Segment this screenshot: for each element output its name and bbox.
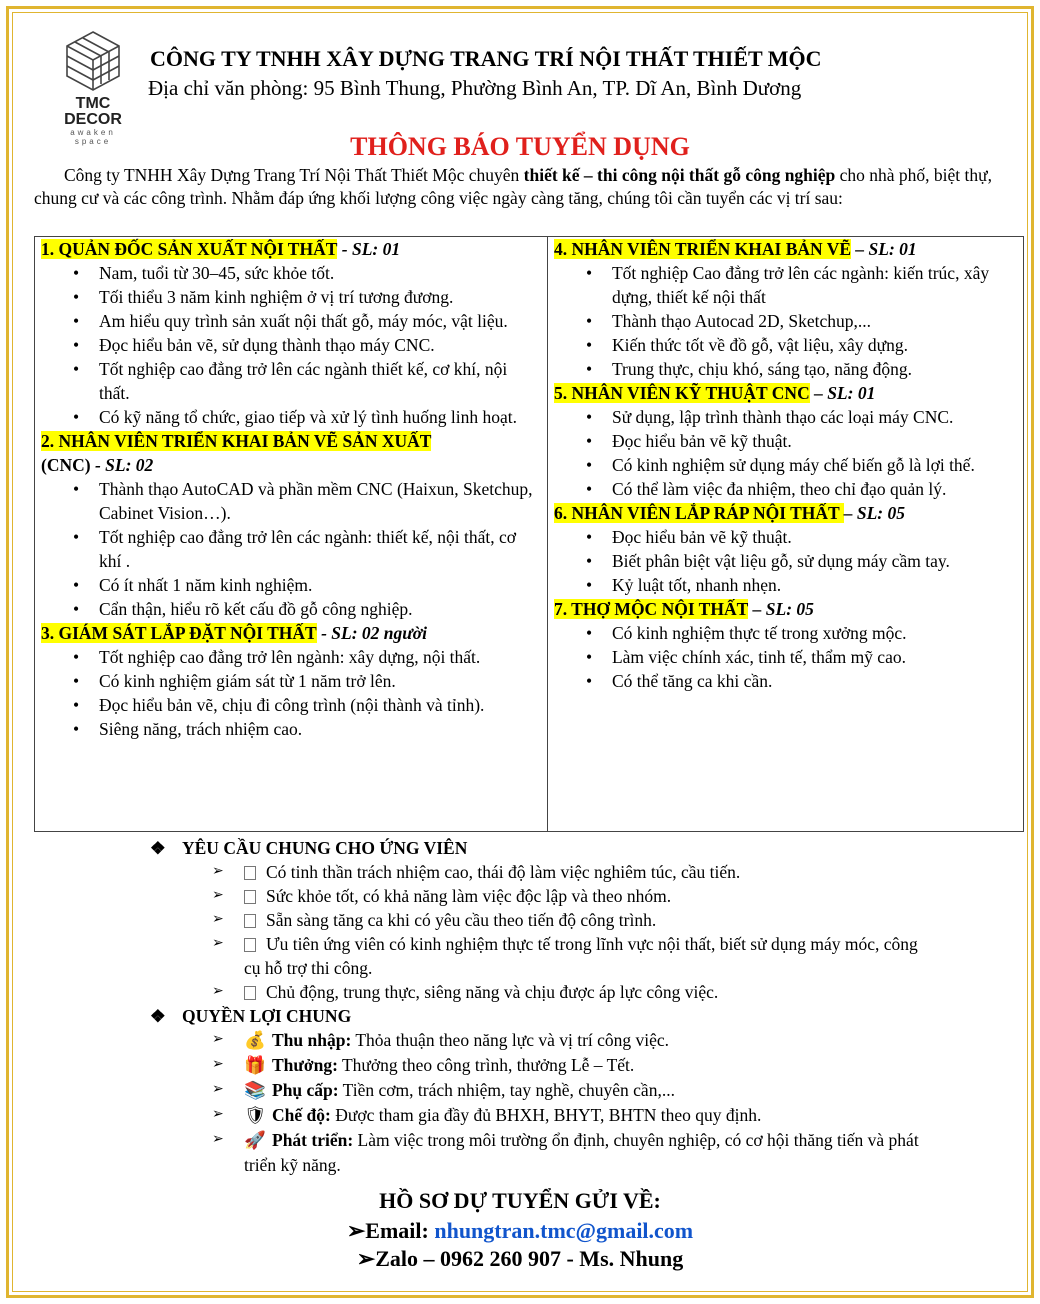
job-2: [41, 429, 541, 621]
requirement-item: • Đọc hiểu bản vẽ, chịu đi công trình (nội thành và tỉnh).: [41, 693, 541, 717]
benefit-item: [0, 1078, 1040, 1103]
benefit-key: Phụ cấp:: [272, 1080, 339, 1100]
arrow-bullet-icon: ➢: [212, 1132, 224, 1147]
general-requirement-item: [0, 980, 1040, 1004]
rocket-icon: 🚀: [244, 1131, 266, 1151]
job-3-quantity: - SL: 02 người: [316, 623, 427, 643]
requirement-item: • Đọc hiểu bản vẽ kỹ thuật.: [554, 429, 1017, 453]
job-1-quantity: - SL: 01: [337, 239, 401, 259]
gift-icon: 🎁: [244, 1056, 266, 1076]
requirement-item: • Nam, tuổi từ 30–45, sức khỏe tốt.: [41, 261, 541, 285]
job-7-title: 7. THỢ MỘC NỘI THẤT: [553, 599, 749, 619]
apply-heading: HỒ SƠ DỰ TUYỂN GỬI VỀ:: [379, 1188, 661, 1213]
arrow-bullet-icon: ➢: [212, 1107, 224, 1122]
benefit-text: Làm việc trong môi trường ổn định, chuyên nghiệp, có cơ hội thăng tiến và phát triển kỹ năng.: [244, 1130, 919, 1175]
benefit-text: Thưởng theo công trình, thưởng Lễ – Tết.: [341, 1055, 635, 1075]
general-requirement-text: Sức khỏe tốt, có khả năng làm việc độc lập và theo nhóm.: [266, 886, 672, 906]
requirement-item: • Đọc hiểu bản vẽ kỹ thuật.: [554, 525, 1017, 549]
job-1-title: 1. QUẢN ĐỐC SẢN XUẤT NỘI THẤT: [41, 239, 338, 259]
job-3-title: 3. GIÁM SÁT LẮP ĐẶT NỘI THẤT: [41, 623, 317, 643]
job-7-quantity: – SL: 05: [748, 599, 814, 619]
benefits-list: [0, 1028, 1040, 1177]
arrow-bullet-icon: ➢: [212, 1082, 224, 1097]
job-4-title: 4. NHÂN VIÊN TRIỂN KHAI BẢN VẼ: [553, 239, 852, 259]
intro-bold: thiết kế – thi công nội thất gỗ công nghiệp: [523, 165, 836, 185]
diamond-bullet-icon: ❖: [150, 838, 166, 858]
requirement-item: • Tốt nghiệp cao đẳng trở lên ngành: xây dựng, nội thất.: [41, 645, 541, 669]
job-1: [41, 237, 541, 429]
requirement-item: • Cẩn thận, hiểu rõ kết cấu đồ gỗ công nghiệp.: [41, 597, 541, 621]
intro-part2: cho nhà phố, biệt thự, chung cư và các công trình. Nhằm đáp ứng khối lượng công việc ngày càng tăng, chúng tôi cần tuyển các vị trí sau:: [34, 165, 993, 208]
company-logo: [52, 30, 134, 146]
job-2-title-cont: (CNC): [41, 455, 91, 475]
job-7: [554, 597, 1017, 693]
shield-icon: 🛡: [244, 1106, 267, 1126]
apply-email-line: [0, 1218, 1040, 1244]
email-link[interactable]: nhungtran.tmc@gmail.com: [434, 1218, 694, 1243]
requirement-item: • Làm việc chính xác, tinh tế, thẩm mỹ cao.: [554, 645, 1017, 669]
general-requirement-text: Chủ động, trung thực, siêng năng và chịu được áp lực công việc.: [266, 982, 719, 1002]
zalo-contact: Zalo – 0962 260 907 - Ms. Nhung: [375, 1246, 684, 1271]
benefit-text: Thỏa thuận theo năng lực và vị trí công việc.: [355, 1030, 670, 1050]
notice-title: THÔNG BÁO TUYỂN DỤNG: [350, 132, 690, 161]
benefit-key: Thu nhập:: [272, 1030, 352, 1050]
logo-tagline: awaken space: [70, 128, 116, 146]
requirement-item: • Trung thực, chịu khó, sáng tạo, năng động.: [554, 357, 1017, 381]
job-5-quantity: – SL: 01: [809, 383, 876, 403]
benefits-section: [0, 1004, 1040, 1177]
diamond-bullet-icon: ❖: [150, 1006, 166, 1026]
requirement-item: • Có kinh nghiệm giám sát từ 1 năm trở lên.: [41, 669, 541, 693]
job-7-requirements: [554, 621, 1017, 693]
requirement-item: • Có kỹ năng tổ chức, giao tiếp và xử lý tình huống linh hoạt.: [41, 405, 541, 429]
requirement-item: • Tốt nghiệp cao đẳng trở lên các ngành: thiết kế, nội thất, cơ khí .: [41, 525, 541, 573]
benefit-item: [0, 1028, 1040, 1053]
checkbox-glyph-icon: [244, 866, 256, 880]
benefit-text: Được tham gia đầy đủ BHXH, BHYT, BHTN theo quy định.: [335, 1105, 762, 1125]
arrow-icon: ➢: [356, 1246, 376, 1271]
job-1-requirements: [41, 261, 541, 429]
arrow-bullet-icon: ➢: [212, 1057, 224, 1072]
requirement-item: • Tốt nghiệp cao đẳng trở lên các ngành thiết kế, cơ khí, nội thất.: [41, 357, 541, 405]
general-requirement-text: Có tinh thần trách nhiệm cao, thái độ làm việc nghiêm túc, cầu tiến.: [266, 862, 741, 882]
job-3: [41, 621, 541, 741]
job-6-quantity: – SL: 05: [843, 503, 905, 523]
logo-name: TMC DECOR: [64, 95, 122, 128]
requirement-item: • Có kinh nghiệm sử dụng máy chế biến gỗ là lợi thế.: [554, 453, 1017, 477]
general-requirement-item: [0, 860, 1040, 884]
benefit-key: Chế độ:: [272, 1105, 331, 1125]
requirements-section: [0, 836, 1040, 1004]
job-6-title: 6. NHÂN VIÊN LẮP RÁP NỘI THẤT: [553, 503, 844, 523]
requirement-item: • Có thể làm việc đa nhiệm, theo chỉ đạo quản lý.: [554, 477, 1017, 501]
checkbox-glyph-icon: [244, 986, 256, 1000]
intro-paragraph: [34, 164, 1018, 210]
company-address: Địa chỉ văn phòng: 95 Bình Thung, Phường Bình An, TP. Dĩ An, Bình Dương: [148, 76, 802, 100]
requirement-item: • Tốt nghiệp Cao đẳng trở lên các ngành: kiến trúc, xây dựng, thiết kế nội thất: [554, 261, 1017, 309]
company-name: CÔNG TY TNHH XÂY DỰNG TRANG TRÍ NỘI THẤT THIẾT MỘC: [150, 46, 822, 71]
job-2-requirements: [41, 477, 541, 621]
requirement-item: • Kỷ luật tốt, nhanh nhẹn.: [554, 573, 1017, 597]
checkbox-glyph-icon: [244, 938, 256, 952]
benefit-text: Tiền cơm, trách nhiệm, tay nghề, chuyên cần,...: [342, 1080, 675, 1100]
arrow-bullet-icon: ➢: [212, 888, 224, 903]
general-requirement-item: [0, 884, 1040, 908]
job-6-requirements: [554, 525, 1017, 597]
requirement-item: • Thành thạo Autocad 2D, Sketchup,...: [554, 309, 1017, 333]
benefits-heading: QUYỀN LỢI CHUNG: [182, 1006, 352, 1026]
cube-logo-icon: [65, 30, 121, 92]
benefit-item: [0, 1103, 1040, 1128]
job-4-requirements: [554, 261, 1017, 381]
arrow-bullet-icon: ➢: [212, 912, 224, 927]
job-5-requirements: [554, 405, 1017, 501]
general-requirement-text: Sẵn sàng tăng ca khi có yêu cầu theo tiến độ công trình.: [266, 910, 657, 930]
requirement-item: • Có thể tăng ca khi cần.: [554, 669, 1017, 693]
requirement-item: • Tối thiểu 3 năm kinh nghiệm ở vị trí tương đương.: [41, 285, 541, 309]
benefit-key: Thưởng:: [272, 1055, 338, 1075]
job-2-title: 2. NHÂN VIÊN TRIỂN KHAI BẢN VẼ SẢN XUẤT: [41, 431, 432, 451]
arrow-bullet-icon: ➢: [212, 936, 224, 951]
benefit-item: [0, 1128, 1040, 1177]
requirement-item: • Siêng năng, trách nhiệm cao.: [41, 717, 541, 741]
benefit-item: [0, 1053, 1040, 1078]
job-6: [554, 501, 1017, 597]
jobs-table: [34, 236, 1024, 832]
arrow-icon: ➢: [346, 1218, 366, 1243]
job-3-requirements: [41, 645, 541, 741]
apply-zalo-line: [0, 1246, 1040, 1272]
job-4: [554, 237, 1017, 381]
intro-part1: Công ty TNHH Xây Dựng Trang Trí Nội Thất Thiết Mộc chuyên: [64, 165, 520, 185]
job-5-title: 5. NHÂN VIÊN KỸ THUẬT CNC: [553, 383, 810, 403]
checkbox-glyph-icon: [244, 890, 256, 904]
requirements-heading: YÊU CẦU CHUNG CHO ỨNG VIÊN: [182, 838, 468, 858]
general-requirement-text: Ưu tiên ứng viên có kinh nghiệm thực tế trong lĩnh vực nội thất, biết sử dụng máy móc, công cụ hỗ trợ thi công.: [244, 934, 918, 978]
email-label: Email:: [365, 1218, 435, 1243]
job-5: [554, 381, 1017, 501]
job-4-quantity: – SL: 01: [851, 239, 917, 259]
job-2-quantity: - SL: 02: [90, 455, 154, 475]
jobs-left-column: [35, 237, 548, 831]
requirement-item: • Đọc hiểu bản vẽ, sử dụng thành thạo máy CNC.: [41, 333, 541, 357]
jobs-right-column: [548, 237, 1023, 831]
arrow-bullet-icon: ➢: [212, 864, 224, 879]
benefit-key: Phát triển:: [272, 1130, 354, 1150]
money-bag-icon: 💰: [244, 1031, 266, 1051]
checkbox-glyph-icon: [244, 914, 256, 928]
arrow-bullet-icon: ➢: [212, 984, 224, 999]
arrow-bullet-icon: ➢: [212, 1032, 224, 1047]
requirement-item: • Có kinh nghiệm thực tế trong xưởng mộc.: [554, 621, 1017, 645]
requirement-item: • Có ít nhất 1 năm kinh nghiệm.: [41, 573, 541, 597]
general-requirement-item: [0, 932, 1040, 980]
general-requirement-item: [0, 908, 1040, 932]
requirement-item: • Biết phân biệt vật liệu gỗ, sử dụng máy cầm tay.: [554, 549, 1017, 573]
requirement-item: • Kiến thức tốt về đồ gỗ, vật liệu, xây dựng.: [554, 333, 1017, 357]
books-icon: 📚: [244, 1081, 266, 1101]
requirement-item: • Thành thạo AutoCAD và phần mềm CNC (Haixun, Sketchup, Cabinet Vision…).: [41, 477, 541, 525]
requirement-item: • Am hiểu quy trình sản xuất nội thất gỗ, máy móc, vật liệu.: [41, 309, 541, 333]
requirement-item: • Sử dụng, lập trình thành thạo các loại máy CNC.: [554, 405, 1017, 429]
requirements-list: [0, 860, 1040, 1004]
